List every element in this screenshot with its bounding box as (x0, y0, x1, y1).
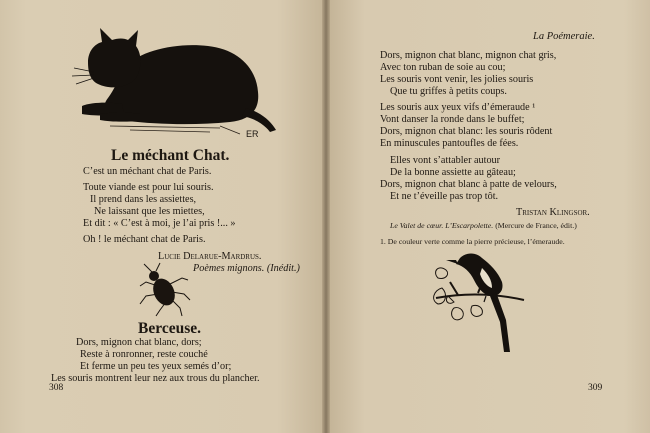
poem-source-title: Le Valet de cœur. L’Escarpolette. (390, 221, 494, 230)
poem-line: Dors, mignon chat blanc à patte de velours, (380, 179, 557, 190)
running-head: La Poémeraie. (533, 31, 595, 42)
cat-illustration (70, 22, 280, 140)
poem-line: Oh ! le méchant chat de Paris. (83, 234, 206, 245)
poem-line: Dors, mignon chat blanc, mignon chat gris, (380, 50, 557, 61)
magpie-illustration (428, 248, 548, 360)
poem-line: Avec ton ruban de soie au cou; (380, 62, 506, 73)
poem-line: Toute viande est pour lui souris. (83, 182, 214, 193)
beetle-illustration (134, 262, 192, 318)
poem-line: Dors, mignon chat blanc: les souris rôdent (380, 126, 553, 137)
poem-line: Vont danser la ronde dans le buffet; (380, 114, 525, 125)
poem-line: Elles vont s’attabler autour (390, 155, 501, 166)
poem-title-berceuse: Berceuse. (138, 320, 201, 337)
poem-source (390, 220, 577, 232)
poem-line: Reste à ronronner, reste couché (80, 349, 208, 360)
poem-line: Il prend dans les assiettes, (90, 194, 197, 205)
right-page (326, 0, 650, 433)
poem-source: Poèmes mignons. (Inédit.) (193, 263, 300, 274)
poem-line: Et dit : « C’est à moi, je l’ai pris !... » (83, 218, 236, 229)
page-number-left: 308 (49, 383, 64, 393)
poem-line: Les souris montrent leur nez aux trous du plancher. (51, 373, 260, 384)
page-number-right: 309 (588, 383, 603, 393)
poem-line: Que tu griffes à petits coups. (390, 86, 507, 97)
poem-line: Et ferme un peu tes yeux semés d’or; (80, 361, 232, 372)
poem-line: En minuscules pantoufles de fées. (380, 138, 519, 149)
poem-author: Tristan Klingsor. (516, 207, 590, 218)
poem-line: Les souris aux yeux vifs d’émeraude ¹ (380, 102, 536, 113)
cat-signature: ER (246, 129, 259, 139)
poem-line: De la bonne assiette au gâteau; (390, 167, 516, 178)
poem-line: Les souris vont venir, les jolies souris (380, 74, 534, 85)
poem-source-publisher: (Mercure de France, édit.) (495, 221, 577, 230)
poem-line: C’est un méchant chat de Paris. (83, 166, 212, 177)
poem-author: Lucie Delarue-Mardrus. (158, 251, 262, 262)
book-gutter (322, 0, 330, 433)
poem-line: Et ne t’éveille pas trop tôt. (390, 191, 499, 202)
poem-title-mechant-chat: Le méchant Chat. (111, 147, 230, 164)
poem-line: Dors, mignon chat blanc, dors; (76, 337, 202, 348)
poem-line: Ne laissant que les miettes, (94, 206, 205, 217)
footnote: 1. De couleur verte comme la pierre précieuse, l’émeraude. (380, 237, 565, 246)
